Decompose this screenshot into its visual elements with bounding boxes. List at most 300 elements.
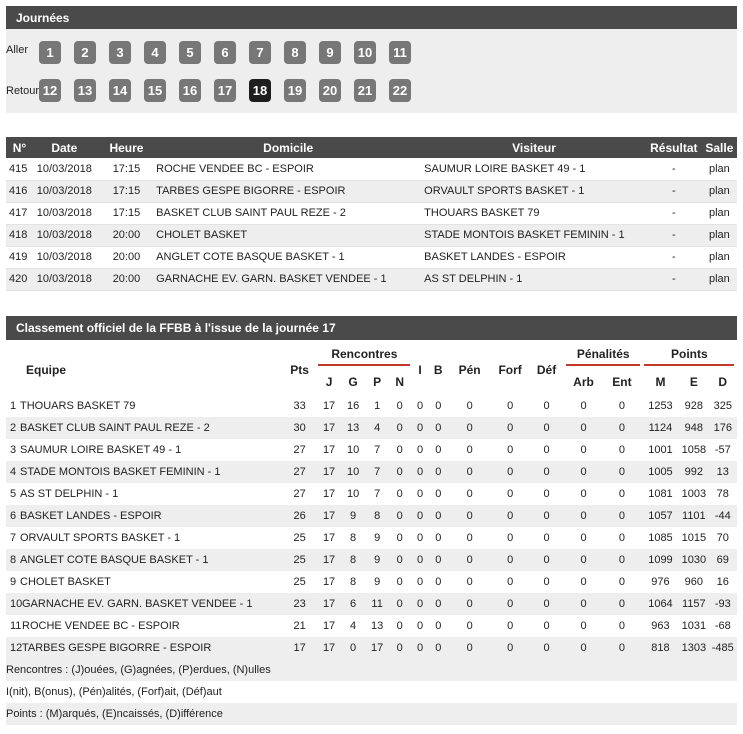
standings-def: 0 [543, 444, 550, 456]
standings-n: 0 [396, 488, 403, 500]
standings-arb: 0 [580, 400, 587, 412]
standings-g: 8 [340, 549, 366, 571]
standings-row [6, 615, 737, 637]
standings-g: 16 [346, 400, 360, 412]
standings-rank: 7 [10, 532, 17, 544]
day-button[interactable]: 18 [249, 79, 271, 102]
standings-def: 0 [528, 417, 564, 439]
standings-d: -44 [709, 505, 737, 527]
standings-row [6, 637, 737, 659]
col-forf: Forf [498, 362, 522, 377]
standings-arb: 0 [580, 532, 587, 544]
match-row [6, 246, 737, 268]
standings-n: 0 [388, 637, 411, 659]
standings-row [6, 571, 737, 593]
standings-p: 11 [366, 593, 389, 615]
standings-i: 0 [416, 576, 424, 588]
penalites-label: Pénalités [576, 347, 630, 361]
match-row [6, 268, 737, 290]
standings-arb: 0 [565, 505, 602, 527]
standings-p: 1 [374, 400, 381, 412]
standings-team: BASKET CLUB SAINT PAUL REZE - 2 [20, 422, 210, 434]
aller-label: Aller [6, 44, 29, 56]
day-button[interactable]: 19 [284, 79, 306, 102]
matches-header-row [6, 137, 737, 158]
standings-g: 0 [340, 637, 366, 659]
standings-pen: 0 [447, 505, 492, 527]
standings-i: 0 [416, 444, 424, 456]
standings-m: 1057 [642, 505, 679, 527]
points-label: Points [671, 347, 708, 361]
standings-pts: 21 [293, 620, 306, 632]
standings-d: 16 [716, 576, 729, 588]
standings-def: 0 [528, 505, 564, 527]
rencontres-label: Rencontres [331, 347, 398, 361]
day-button[interactable]: 5 [179, 41, 201, 64]
standings-arb: 0 [580, 576, 587, 588]
col-date: Date [30, 137, 99, 158]
standings-table [6, 344, 737, 659]
standings-b: 0 [429, 461, 447, 483]
standings-p: 7 [366, 461, 389, 483]
standings-pts: 25 [293, 576, 306, 588]
standings-arb: 0 [580, 444, 587, 456]
standings-j: 17 [318, 637, 341, 659]
standings-row [6, 439, 737, 461]
standings-forf: 0 [492, 549, 528, 571]
standings-d: -68 [714, 620, 731, 632]
standings-d: -485 [709, 637, 737, 659]
standings-i: 0 [416, 532, 424, 544]
standings-g: 10 [340, 461, 366, 483]
standings-forf: 0 [507, 532, 514, 544]
standings-n: 0 [396, 620, 403, 632]
standings-rank: 1 [10, 400, 17, 412]
standings-e: 928 [684, 400, 704, 412]
standings-e: 1058 [681, 444, 707, 456]
match-visiteur: THOUARS BASKET 79 [422, 202, 646, 224]
standings-n: 0 [396, 400, 403, 412]
standings-b: 0 [435, 532, 442, 544]
standings-e: 1015 [681, 532, 707, 544]
standings-team-cell [6, 505, 281, 527]
day-button[interactable]: 16 [179, 79, 201, 102]
match-domicile: ANGLET COTE BASQUE BASKET - 1 [154, 246, 422, 268]
standings-m: 1099 [642, 549, 679, 571]
standings-ent: 0 [602, 593, 641, 615]
standings-rank: 12 [10, 642, 23, 654]
standings-n: 0 [396, 576, 403, 588]
standings-def: 0 [543, 576, 550, 588]
standings-row [6, 461, 737, 483]
standings-def: 0 [528, 593, 564, 615]
day-button[interactable]: 10 [354, 41, 376, 64]
standings-forf: 0 [492, 637, 528, 659]
standings-p: 4 [366, 417, 389, 439]
standings-pen: 0 [447, 461, 492, 483]
standings-ent: 0 [618, 444, 626, 456]
standings-b: 0 [435, 576, 442, 588]
points-underline [644, 364, 734, 366]
standings-m: 1064 [642, 593, 679, 615]
match-salle[interactable]: plan [702, 246, 737, 268]
match-num: 419 [6, 246, 30, 268]
match-resultat: - [646, 158, 702, 180]
standings-team: THOUARS BASKET 79 [20, 400, 136, 412]
standings-team-cell [6, 637, 281, 659]
col-b: B [433, 362, 443, 377]
col-equipe: Equipe [26, 362, 67, 377]
match-resultat: - [646, 180, 702, 202]
standings-m: 1253 [648, 400, 673, 412]
standings-pen: 0 [466, 400, 473, 412]
col-group-penalites [565, 344, 642, 369]
journees-header [6, 6, 737, 29]
standings-i: 0 [411, 417, 429, 439]
standings-j: 17 [318, 505, 341, 527]
day-button[interactable]: 13 [74, 79, 96, 102]
standings-arb: 0 [565, 593, 602, 615]
standings-g: 10 [346, 444, 360, 456]
standings-b: 0 [435, 400, 442, 412]
standings-m: 1005 [642, 461, 679, 483]
standings-n: 0 [388, 549, 411, 571]
standings-d: 325 [713, 400, 732, 412]
standings-b: 0 [429, 505, 447, 527]
standings-j: 17 [318, 417, 341, 439]
rencontres-underline [318, 364, 410, 366]
standings-ent: 0 [602, 505, 641, 527]
standings-pts: 30 [281, 417, 317, 439]
standings-n: 0 [396, 532, 403, 544]
match-domicile: BASKET CLUB SAINT PAUL REZE - 2 [154, 202, 422, 224]
day-button[interactable]: 4 [144, 41, 166, 64]
standings-rank: 5 [10, 488, 17, 500]
standings-arb: 0 [565, 637, 602, 659]
col-visiteur: Visiteur [422, 137, 646, 158]
standings-team: CHOLET BASKET [20, 576, 111, 588]
day-button[interactable]: 9 [319, 41, 341, 64]
standings-j: 17 [322, 620, 336, 632]
standings-arb: 0 [565, 417, 602, 439]
col-d: D [718, 375, 728, 389]
match-heure: 20:00 [99, 268, 154, 290]
standings-i: 0 [411, 593, 429, 615]
standings-n: 0 [396, 444, 403, 456]
col-n: N [395, 375, 404, 389]
standings-team-cell [6, 417, 281, 439]
standings-forf: 0 [492, 461, 528, 483]
standings-pts: 27 [293, 488, 306, 500]
standings-pts: 27 [293, 444, 306, 456]
day-button[interactable]: 8 [284, 41, 306, 64]
match-salle[interactable]: plan [702, 224, 737, 246]
day-button[interactable]: 17 [214, 79, 236, 102]
standings-row [6, 505, 737, 527]
standings-rank: 2 [10, 422, 17, 434]
standings-row [6, 593, 737, 615]
standings-e: 1303 [679, 637, 708, 659]
match-heure: 17:15 [99, 180, 154, 202]
col-group-rencontres [318, 344, 411, 369]
standings-g: 13 [340, 417, 366, 439]
standings-p: 7 [374, 488, 381, 500]
standings-rank: 8 [10, 554, 17, 566]
standings-pts: 33 [293, 400, 306, 412]
classement-header [6, 316, 737, 340]
standings-pts: 17 [281, 637, 317, 659]
standings-d: 13 [709, 461, 737, 483]
standings-rank: 4 [10, 466, 17, 478]
col-i: I [418, 362, 422, 377]
col-p: P [373, 375, 382, 389]
standings-team-cell [6, 461, 281, 483]
standings-team: SAUMUR LOIRE BASKET 49 - 1 [20, 444, 182, 456]
standings-team-cell [6, 571, 281, 593]
standings-def: 0 [528, 549, 564, 571]
standings-m: 1124 [642, 417, 679, 439]
col-def: Déf [536, 362, 557, 377]
match-domicile: GARNACHE EV. GARN. BASKET VENDEE - 1 [154, 268, 422, 290]
standings-g: 6 [340, 593, 366, 615]
retour-label: Retour [6, 85, 40, 97]
standings-j: 17 [322, 444, 336, 456]
match-heure: 20:00 [99, 246, 154, 268]
day-button[interactable]: 3 [109, 41, 131, 64]
col-ent: Ent [612, 375, 632, 389]
standings-e: 1031 [681, 620, 707, 632]
col-pen: Pén [458, 362, 481, 377]
standings-i: 0 [411, 637, 429, 659]
day-button[interactable]: 12 [39, 79, 61, 102]
match-salle[interactable]: plan [702, 202, 737, 224]
standings-arb: 0 [580, 620, 587, 632]
penalites-underline [566, 364, 640, 366]
standings-team-cell [6, 439, 281, 461]
standings-forf: 0 [492, 505, 528, 527]
col-pts: Pts [290, 362, 309, 377]
standings-b: 0 [429, 637, 447, 659]
matches-table [6, 137, 737, 291]
col-j: J [325, 375, 333, 389]
standings-row [6, 549, 737, 571]
standings-i: 0 [411, 505, 429, 527]
standings-i: 0 [411, 461, 429, 483]
standings-forf: 0 [507, 620, 514, 632]
day-button[interactable]: 20 [319, 79, 341, 102]
standings-pts: 25 [281, 549, 317, 571]
standings-g: 10 [346, 488, 360, 500]
standings-forf: 0 [507, 444, 514, 456]
match-row [6, 158, 737, 180]
standings-ent: 0 [602, 549, 641, 571]
match-date: 10/03/2018 [30, 246, 99, 268]
col-arb: Arb [573, 375, 594, 389]
col-group-points [642, 344, 737, 369]
standings-e: 1003 [681, 488, 707, 500]
match-resultat: - [646, 246, 702, 268]
standings-p: 7 [374, 444, 381, 456]
standings-team: TARBES GESPE BIGORRE - ESPOIR [22, 642, 212, 654]
col-salle: Salle [702, 137, 737, 158]
standings-def: 0 [543, 532, 550, 544]
day-button[interactable]: 1 [39, 41, 61, 64]
standings-pen: 0 [447, 549, 492, 571]
standings-team-cell [6, 593, 281, 615]
journees-title: Journées [16, 10, 70, 25]
standings-ent: 0 [602, 637, 641, 659]
standings-b: 0 [429, 593, 447, 615]
standings-p: 17 [366, 637, 389, 659]
standings-pts: 23 [281, 593, 317, 615]
standings-n: 0 [388, 461, 411, 483]
day-button[interactable]: 14 [109, 79, 131, 102]
match-num: 418 [6, 224, 30, 246]
col-heure: Heure [99, 137, 154, 158]
standings-ent: 0 [618, 576, 626, 588]
standings-e: 1030 [679, 549, 708, 571]
standings-row [6, 527, 737, 549]
standings-pen: 0 [466, 532, 473, 544]
standings-forf: 0 [507, 400, 514, 412]
classement-title: Classement officiel de la FFBB à l'issue de la journée 17 [16, 321, 336, 335]
standings-j: 17 [318, 593, 341, 615]
standings-b: 0 [435, 488, 442, 500]
legend-rencontres: Rencontres : (J)ouées, (G)agnées, (P)erdues, (N)ulles [6, 659, 737, 681]
standings-pen: 0 [466, 576, 473, 588]
standings-team: ROCHE VENDEE BC - ESPOIR [22, 620, 180, 632]
match-heure: 20:00 [99, 224, 154, 246]
standings-m: 1001 [648, 444, 673, 456]
standings-j: 17 [322, 532, 336, 544]
standings-pen: 0 [447, 637, 492, 659]
standings-i: 0 [416, 620, 424, 632]
standings-p: 13 [371, 620, 384, 632]
standings-def: 0 [543, 400, 550, 412]
standings-rank: 3 [10, 444, 17, 456]
standings-team-cell [6, 483, 281, 505]
standings-team: ANGLET COTE BASQUE BASKET - 1 [20, 554, 209, 566]
match-row [6, 202, 737, 224]
day-button[interactable]: 15 [144, 79, 166, 102]
standings-pts: 25 [293, 532, 306, 544]
match-resultat: - [646, 224, 702, 246]
standings-rank: 10 [10, 598, 23, 610]
standings-j: 17 [318, 549, 341, 571]
standings-forf: 0 [507, 488, 514, 500]
standings-p: 9 [374, 576, 381, 588]
col-m: M [655, 375, 666, 389]
match-heure: 17:15 [99, 158, 154, 180]
match-domicile: TARBES GESPE BIGORRE - ESPOIR [154, 180, 422, 202]
col-e: E [689, 375, 698, 389]
standings-rank: 11 [10, 620, 22, 632]
match-salle[interactable]: plan [702, 158, 737, 180]
standings-m: 963 [651, 620, 670, 632]
day-button[interactable]: 22 [389, 79, 411, 102]
day-button[interactable]: 2 [74, 41, 96, 64]
match-date: 10/03/2018 [30, 158, 99, 180]
standings-def: 0 [543, 620, 550, 632]
day-button[interactable]: 6 [214, 41, 236, 64]
standings-g: 4 [350, 620, 357, 632]
standings-ent: 0 [618, 620, 626, 632]
day-button[interactable]: 11 [389, 41, 411, 64]
standings-d: 176 [709, 417, 737, 439]
match-salle[interactable]: plan [702, 268, 737, 290]
standings-m: 1085 [648, 532, 673, 544]
standings-e: 1101 [679, 505, 708, 527]
standings-m: 818 [642, 637, 679, 659]
standings-row [6, 395, 737, 417]
standings-rank: 6 [10, 510, 17, 522]
standings-b: 0 [435, 444, 442, 456]
standings-team-cell [6, 615, 281, 637]
match-domicile: ROCHE VENDEE BC - ESPOIR [154, 158, 422, 180]
standings-d: -93 [709, 593, 737, 615]
standings-team-cell [6, 527, 281, 549]
day-button[interactable]: 7 [249, 41, 271, 64]
standings-b: 0 [429, 549, 447, 571]
match-resultat: - [646, 202, 702, 224]
match-date: 10/03/2018 [30, 268, 99, 290]
match-date: 10/03/2018 [30, 224, 99, 246]
standings-i: 0 [416, 488, 424, 500]
journees-panel [6, 29, 737, 113]
legend-codes: I(nit), B(onus), (Pén)alités, (Forf)ait, (Déf)aut [6, 681, 737, 703]
standings-d: 78 [716, 488, 729, 500]
standings-j: 17 [322, 488, 336, 500]
standings-ent: 0 [618, 488, 626, 500]
standings-i: 0 [416, 400, 424, 412]
match-date: 10/03/2018 [30, 180, 99, 202]
standings-g: 8 [350, 532, 357, 544]
standings-pts: 27 [281, 461, 317, 483]
standings-g: 8 [350, 576, 357, 588]
match-salle[interactable]: plan [702, 180, 737, 202]
match-heure: 17:15 [99, 202, 154, 224]
col-num: N° [6, 137, 30, 158]
standings-p: 8 [366, 505, 389, 527]
standings-def: 0 [528, 637, 564, 659]
standings-ent: 0 [618, 400, 626, 412]
standings-row [6, 483, 737, 505]
standings-pen: 0 [466, 488, 473, 500]
standings-p: 9 [374, 532, 381, 544]
match-row [6, 180, 737, 202]
match-row [6, 224, 737, 246]
standings-b: 0 [435, 620, 442, 632]
standings-team: AS ST DELPHIN - 1 [20, 488, 119, 500]
standings-header-row-1 [6, 344, 737, 369]
standings-team: BASKET LANDES - ESPOIR [20, 510, 162, 522]
standings-p: 9 [366, 549, 389, 571]
standings-j: 17 [322, 400, 336, 412]
match-num: 415 [6, 158, 30, 180]
col-domicile: Domicile [154, 137, 422, 158]
match-visiteur: STADE MONTOIS BASKET FEMININ - 1 [422, 224, 646, 246]
standings-d: -57 [714, 444, 731, 456]
standings-team-cell [6, 549, 281, 571]
standings-i: 0 [411, 549, 429, 571]
match-num: 420 [6, 268, 30, 290]
standings-rank: 9 [10, 576, 17, 588]
day-button[interactable]: 21 [354, 79, 376, 102]
match-visiteur: AS ST DELPHIN - 1 [422, 268, 646, 290]
standings-body [6, 395, 737, 659]
standings-n: 0 [388, 593, 411, 615]
legend-points: Points : (M)arqués, (E)ncaissés, (D)ifférence [6, 703, 737, 725]
